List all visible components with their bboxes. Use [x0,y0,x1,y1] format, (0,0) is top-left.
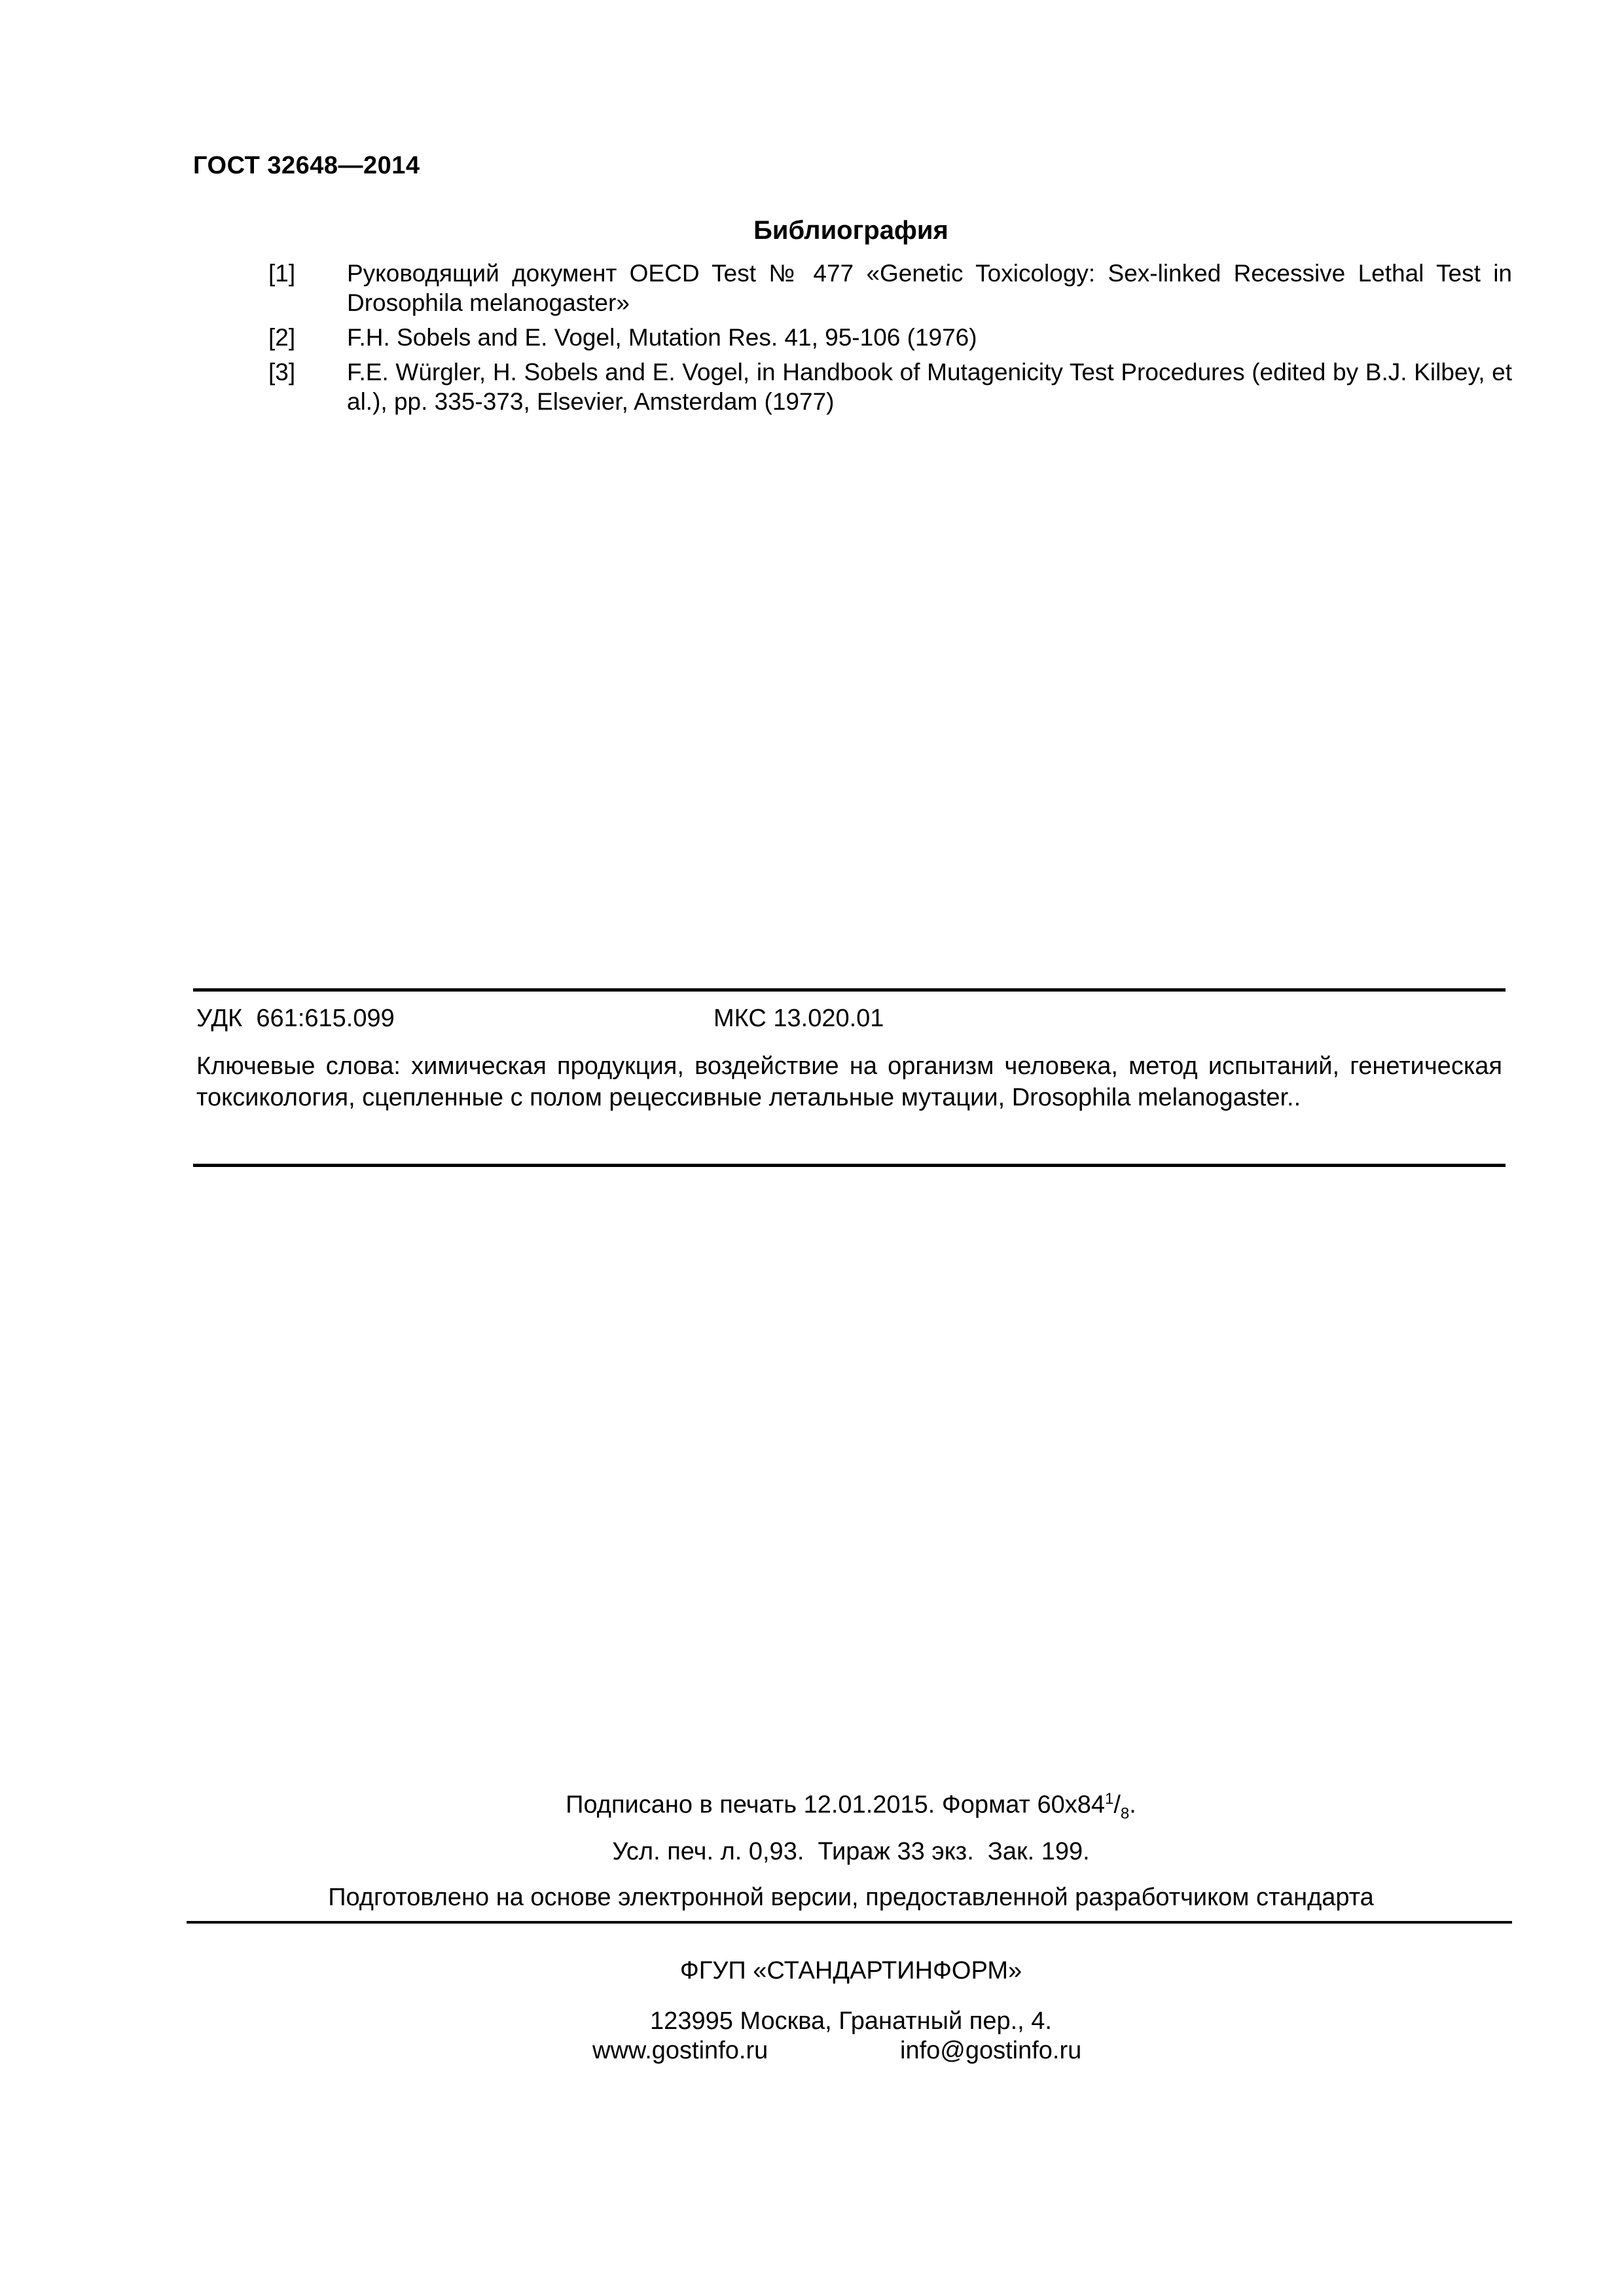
imprint-rule [187,1921,1512,1924]
bibliography-item-number: [1] [268,260,296,287]
format-fraction-denominator: 8 [1120,1804,1130,1823]
publisher-website-link[interactable]: www.gostinfo.ru [592,2037,768,2064]
print-info: Усл. печ. л. 0,93. Тираж 33 экз. Зак. 199. [612,1838,1090,1865]
bibliography-item-text: F.H. Sobels and E. Vogel, Mutation Res. 41, 95-106 (1976) [347,324,977,351]
bibliography-item-number: [3] [268,359,296,386]
keywords: Ключевые слова: химическая продукция, воздействие на организм человека, метод испытаний, генетическая токсикология, сцепленные с полом рецессивные летальные мутации, Drosophila melanogaster.. [196,1052,1502,1111]
bibliography-list [268,259,1512,422]
bibliography-item [268,259,1512,317]
classification-bottom-rule [193,1164,1506,1167]
bibliography-item [268,357,1512,416]
format-fraction-numerator: 1 [1104,1790,1114,1808]
bibliography-item [268,323,1512,352]
signed-for-print-end: . [1129,1791,1136,1819]
signed-for-print-text: Подписано в печать 12.01.2015. Формат 60x84 [566,1791,1105,1819]
prepared-note: Подготовлено на основе электронной версии, предоставленной разработчиком стандарта [328,1884,1374,1911]
publisher-email-link[interactable]: info@gostinfo.ru [900,2037,1082,2064]
bibliography-item-text: F.E. Würgler, H. Sobels and E. Vogel, in Handbook of Mutagenicity Test Procedures (edited by B.J. Kilbey, et al.), pp. 335-373, Elsevier, Amsterdam (1977) [347,359,1512,415]
udk-code: УДК 661:615.099 [196,1005,395,1032]
mks-code: МКС 13.020.01 [713,1005,884,1032]
signed-for-print [0,1790,1624,1823]
classification-top-rule [193,988,1506,992]
publisher-address: 123995 Москва, Гранатный пер., 4. [650,2007,1052,2035]
bibliography-item-text: Руководящий документ OECD Test № 477 «Genetic Toxicology: Sex-linked Recessive Lethal Test in Drosophila melanogaster» [347,260,1512,316]
publisher-name: ФГУП «СТАНДАРТИНФОРМ» [679,1957,1022,1984]
format-fraction-slash: / [1113,1791,1121,1819]
standard-code-header: ГОСТ 32648—2014 [193,152,420,179]
bibliography-item-number: [2] [268,324,296,351]
bibliography-title: Библиография [753,216,948,245]
